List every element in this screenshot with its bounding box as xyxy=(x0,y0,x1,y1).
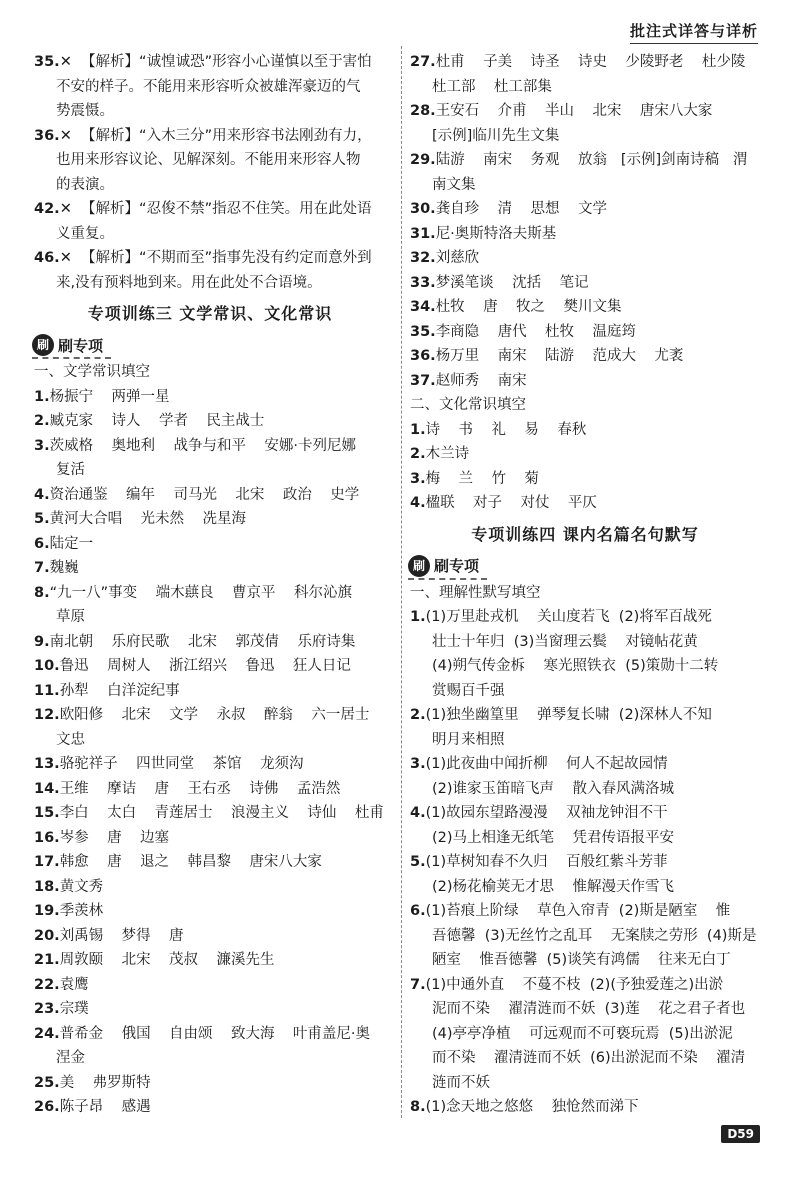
answer-text: 尼·奥斯特洛夫斯基 xyxy=(435,225,557,242)
item-number: 17. xyxy=(34,854,60,870)
answer-text: 梦溪笔谈 沈括 笔记 xyxy=(435,274,589,291)
page-number: D59 xyxy=(721,1125,760,1143)
item-number: 26. xyxy=(34,1099,60,1115)
answer-line xyxy=(34,483,386,508)
item-number: 13. xyxy=(34,756,60,772)
answer-line xyxy=(34,1071,386,1096)
answer-text: 陈子昂 感遇 xyxy=(59,1099,151,1115)
item-number: 31. xyxy=(410,225,436,242)
item-number: 29. xyxy=(410,152,436,168)
item-number: 9. xyxy=(34,633,50,650)
answer-text: 木兰诗 xyxy=(425,446,470,462)
answer-line xyxy=(34,973,386,998)
answer-line xyxy=(34,434,386,459)
item-number: 8. xyxy=(410,1099,426,1115)
answer-line xyxy=(410,997,760,1022)
answer-list-literature xyxy=(34,360,386,1120)
answer-text: (2)谁家玉笛暗飞声 散入春风满洛城 xyxy=(432,780,674,797)
answer-line xyxy=(34,703,386,728)
answer-text: 诗 书 礼 易 春秋 xyxy=(425,421,587,438)
answer-text: 二、文化常识填空 xyxy=(410,397,526,413)
answer-line xyxy=(34,850,386,875)
item-number: 46. xyxy=(34,250,60,266)
answer-text: 季羡林 xyxy=(59,903,104,919)
answer-line xyxy=(34,75,386,100)
brush-badge-3 xyxy=(32,333,111,359)
item-number: 3. xyxy=(34,437,50,454)
answer-text: 刘禹锡 梦得 唐 xyxy=(59,927,184,944)
answer-line xyxy=(410,271,760,296)
answer-text: 而不染 濯清涟而不妖 (6)出淤泥而不染 濯清 xyxy=(432,1050,746,1066)
answer-line xyxy=(34,124,386,149)
item-number: 32. xyxy=(410,250,436,266)
item-number: 11. xyxy=(34,682,60,699)
answer-text: 王安石 介甫 半山 北宋 唐宋八大家 xyxy=(435,103,713,119)
answer-text: 复活 xyxy=(56,462,85,478)
item-number: 7. xyxy=(410,976,426,993)
answer-line xyxy=(410,124,760,149)
answer-text: 赵师秀 南宋 xyxy=(435,372,527,389)
answer-line xyxy=(410,875,760,900)
answer-text: 资治通鉴 编年 司马光 北宋 政治 史学 xyxy=(49,486,360,503)
answer-line xyxy=(410,1046,760,1071)
answer-line xyxy=(410,418,760,443)
answer-line xyxy=(410,948,760,973)
answer-line xyxy=(410,654,760,679)
answer-text: 南北朝 乐府民歌 北宋 郭茂倩 乐府诗集 xyxy=(49,633,356,650)
item-number: 3. xyxy=(410,470,426,487)
column-divider xyxy=(401,46,402,1118)
section-title-4: 专项训练四 课内名篇名句默写 xyxy=(471,524,699,544)
answer-line xyxy=(410,148,760,173)
answer-line xyxy=(410,393,760,418)
answer-line xyxy=(34,507,386,532)
item-number: 23. xyxy=(34,1001,60,1017)
answer-text: ✕ 【解析】“忍俊不禁”指忍不住笑。用在此处语 xyxy=(59,201,372,217)
answer-text: 陋室 惟吾德馨 (5)谈笑有鸿儒 往来无白丁 xyxy=(432,952,731,968)
answer-line xyxy=(34,246,386,271)
answer-line xyxy=(410,973,760,998)
left-column xyxy=(34,50,386,1120)
answer-line xyxy=(410,442,760,467)
item-number: 20. xyxy=(34,927,60,944)
item-number: 2. xyxy=(410,707,426,723)
answer-text: 杜甫 子美 诗圣 诗史 少陵野老 杜少陵 xyxy=(435,54,746,70)
item-number: 28. xyxy=(410,103,436,119)
answer-line xyxy=(34,581,386,606)
item-number: 4. xyxy=(410,805,426,821)
answer-text: 涅金 xyxy=(56,1050,85,1066)
answer-line xyxy=(410,1071,760,1096)
answer-line xyxy=(410,197,760,222)
answer-text: 草原 xyxy=(56,609,85,625)
item-number: 1. xyxy=(410,421,426,438)
item-number: 3. xyxy=(410,756,426,772)
answer-line xyxy=(34,409,386,434)
answer-line xyxy=(34,360,386,385)
answer-line xyxy=(410,246,760,271)
answer-line xyxy=(34,654,386,679)
answer-line xyxy=(34,532,386,557)
answer-text: 泥而不染 濯清涟而不妖 (3)莲 花之君子者也 xyxy=(432,1001,746,1017)
answer-list-idioms xyxy=(34,50,386,295)
answer-text: 楹联 对子 对仗 平仄 xyxy=(425,495,597,511)
item-number: 36. xyxy=(34,127,60,144)
item-number: 34. xyxy=(410,299,436,315)
answer-line xyxy=(410,703,760,728)
item-number: 30. xyxy=(410,201,436,217)
answer-line xyxy=(410,850,760,875)
answer-line xyxy=(34,458,386,483)
answer-line xyxy=(34,899,386,924)
answer-text: 一、文学常识填空 xyxy=(34,364,150,380)
answer-line xyxy=(410,320,760,345)
answer-line xyxy=(410,295,760,320)
item-number: 24. xyxy=(34,1025,60,1042)
answer-text: 岑参 唐 边塞 xyxy=(59,829,170,846)
answer-text: 李白 太白 青莲居士 浪漫主义 诗仙 杜甫 xyxy=(59,805,384,821)
answer-text: 杜牧 唐 牧之 樊川文集 xyxy=(435,299,622,315)
answer-line xyxy=(34,385,386,410)
item-number: 18. xyxy=(34,878,60,895)
answer-text: 美 弗罗斯特 xyxy=(59,1074,151,1091)
item-number: 2. xyxy=(34,413,50,429)
item-number: 8. xyxy=(34,584,50,601)
answer-text: ✕ 【解析】“入木三分”用来形容书法刚劲有力， xyxy=(59,127,372,144)
answer-text: 王维 摩诘 唐 王右丞 诗佛 孟浩然 xyxy=(59,780,341,797)
item-number: 36. xyxy=(410,348,436,364)
answer-line xyxy=(410,924,760,949)
answer-text: 梅 兰 竹 菊 xyxy=(425,470,539,487)
answer-text: 臧克家 诗人 学者 民主战士 xyxy=(49,413,265,429)
answer-line xyxy=(410,222,760,247)
answer-text: 来,没有预料地到来。用在此处不合语境。 xyxy=(56,274,322,291)
answer-line xyxy=(34,173,386,198)
answer-text: 黄文秀 xyxy=(59,878,104,895)
answer-line xyxy=(34,875,386,900)
answer-text: 周敦颐 北宋 茂叔 濂溪先生 xyxy=(59,952,275,968)
answer-line xyxy=(410,99,760,124)
answer-line xyxy=(410,50,760,75)
answer-text: 涟而不妖 xyxy=(432,1074,490,1091)
right-column xyxy=(410,50,760,1120)
answer-text: 魏巍 xyxy=(49,560,79,576)
answer-text: 陆游 南宋 务观 放翁 [示例]剑南诗稿 渭 xyxy=(435,152,748,168)
answer-line xyxy=(410,899,760,924)
answer-text: (4)朔气传金柝 寒光照铁衣 (5)策勋十二转 xyxy=(432,658,719,674)
answer-line xyxy=(34,1046,386,1071)
answer-text: “九一八”事变 端木蕻良 曹京平 科尔沁旗 xyxy=(49,584,352,601)
answer-line xyxy=(34,777,386,802)
answer-line xyxy=(410,679,760,704)
answer-line xyxy=(34,50,386,75)
item-number: 4. xyxy=(410,495,426,511)
item-number: 6. xyxy=(34,535,50,552)
answer-line xyxy=(34,197,386,222)
answer-text: (1)万里赴戎机 关山度若飞 (2)将军百战死 xyxy=(425,609,712,625)
answer-text: 欧阳修 北宋 文学 永叔 醉翁 六一居士 xyxy=(59,707,370,723)
answer-line xyxy=(410,1095,760,1120)
item-number: 33. xyxy=(410,274,436,291)
answer-text: 一、理解性默写填空 xyxy=(410,584,541,601)
answer-line xyxy=(34,997,386,1022)
answer-line xyxy=(34,556,386,581)
answer-text: 骆驼祥子 四世同堂 茶馆 龙须沟 xyxy=(59,756,304,772)
item-number: 6. xyxy=(410,903,426,919)
answer-text: (4)亭亭净植 可远观而不可亵玩焉 (5)出淤泥 xyxy=(432,1025,733,1042)
answer-text: 义重复。 xyxy=(56,225,114,242)
item-number: 12. xyxy=(34,707,60,723)
answer-line xyxy=(410,605,760,630)
answer-text: 陆定一 xyxy=(49,535,94,552)
item-number: 15. xyxy=(34,805,60,821)
item-number: 4. xyxy=(34,486,50,503)
answer-text: 南文集 xyxy=(432,176,476,193)
answer-text: ✕ 【解析】“不期而至”指事先没有约定而意外到 xyxy=(59,250,372,266)
item-number: 27. xyxy=(410,54,436,70)
answer-text: (1)独坐幽篁里 弹琴复长啸 (2)深林人不知 xyxy=(425,707,712,723)
answer-line xyxy=(34,605,386,630)
brush-badge-4 xyxy=(408,554,487,580)
answer-line xyxy=(410,467,760,492)
answer-text: 刘慈欣 xyxy=(435,250,480,266)
answer-text: (1)此夜曲中闻折柳 何人不起故园情 xyxy=(425,756,668,772)
answer-text: 不安的样子。不能用来形容听众被雄浑豪迈的气 xyxy=(56,78,361,95)
answer-line xyxy=(34,1095,386,1120)
item-number: 35. xyxy=(34,54,60,70)
answer-text: 袁鹰 xyxy=(59,976,89,993)
item-number: 14. xyxy=(34,780,60,797)
answer-text: (1)苔痕上阶绿 草色入帘青 (2)斯是陋室 惟 xyxy=(425,903,731,919)
answer-line xyxy=(34,948,386,973)
item-number: 7. xyxy=(34,560,50,576)
answer-text: 也用来形容议论、见解深刻。不能用来形容人物 xyxy=(56,152,361,168)
item-number: 1. xyxy=(410,609,426,625)
answer-line xyxy=(34,679,386,704)
answer-text: 杨万里 南宋 陆游 范成大 尤袤 xyxy=(435,348,684,364)
answer-text: 孙犁 白洋淀纪事 xyxy=(59,682,180,699)
answer-list-recitation xyxy=(410,581,760,1120)
answer-line xyxy=(410,630,760,655)
answer-text: (1)故园东望路漫漫 双袖龙钟泪不干 xyxy=(425,805,668,821)
item-number: 1. xyxy=(34,388,50,405)
item-number: 19. xyxy=(34,903,60,919)
answer-text: 杜工部 杜工部集 xyxy=(432,78,552,95)
answer-line xyxy=(34,728,386,753)
answer-text: 韩愈 唐 退之 韩昌黎 唐宋八大家 xyxy=(59,854,322,870)
answer-line xyxy=(410,173,760,198)
answer-text: [示例]临川先生文集 xyxy=(432,127,560,144)
answer-line xyxy=(410,826,760,851)
answer-line xyxy=(34,1022,386,1047)
item-number: 5. xyxy=(34,511,50,527)
answer-line xyxy=(34,148,386,173)
answer-line xyxy=(410,75,760,100)
answer-text: (1)草树知春不久归 百般红紫斗芳菲 xyxy=(425,854,668,870)
answer-text: ✕ 【解析】“诚惶诚恐”形容小心谨慎以至于害怕 xyxy=(59,54,372,70)
answer-list-culture xyxy=(410,50,760,516)
answer-text: (2)杨花榆荚无才思 惟解漫天作雪飞 xyxy=(432,878,674,895)
item-number: 16. xyxy=(34,829,60,846)
answer-line xyxy=(410,752,760,777)
brush-icon: 刷 xyxy=(408,555,430,577)
answer-line xyxy=(410,777,760,802)
item-number: 5. xyxy=(410,854,426,870)
answer-text: 龚自珍 清 思想 文学 xyxy=(435,201,607,217)
answer-text: 鲁迅 周树人 浙江绍兴 鲁迅 狂人日记 xyxy=(59,658,351,674)
answer-text: 杨振宁 两弹一星 xyxy=(49,388,170,405)
answer-text: 赏赐百千强 xyxy=(432,682,505,699)
item-number: 10. xyxy=(34,658,60,674)
answer-line xyxy=(34,630,386,655)
answer-line xyxy=(34,222,386,247)
answer-line xyxy=(410,344,760,369)
running-header: 批注式详答与详析 xyxy=(630,20,758,44)
item-number: 25. xyxy=(34,1074,60,1091)
answer-line xyxy=(410,728,760,753)
answer-line xyxy=(34,826,386,851)
item-number: 22. xyxy=(34,976,60,993)
answer-text: (1)念天地之悠悠 独怆然而涕下 xyxy=(425,1099,639,1115)
brush-label: 刷专项 xyxy=(434,557,480,575)
answer-text: 宗璞 xyxy=(59,1001,89,1017)
answer-text: 黄河大合唱 光未然 冼星海 xyxy=(49,511,246,527)
answer-text: (2)马上相逢无纸笔 凭君传语报平安 xyxy=(432,829,674,846)
answer-text: 的表演。 xyxy=(56,176,114,193)
answer-text: 势震慑。 xyxy=(56,103,114,119)
answer-text: 明月来相照 xyxy=(432,731,505,748)
answer-line xyxy=(34,752,386,777)
answer-line xyxy=(410,801,760,826)
answer-text: 壮士十年归 (3)当窗理云鬓 对镜帖花黄 xyxy=(432,633,698,650)
item-number: 35. xyxy=(410,323,436,340)
answer-line xyxy=(410,491,760,516)
answer-line xyxy=(410,1022,760,1047)
answer-text: 文忠 xyxy=(56,731,85,748)
answer-text: 李商隐 唐代 杜牧 温庭筠 xyxy=(435,323,636,340)
answer-text: 茨威格 奥地利 战争与和平 安娜·卡列尼娜 xyxy=(49,437,357,454)
item-number: 42. xyxy=(34,201,60,217)
answer-line xyxy=(34,801,386,826)
answer-line xyxy=(34,99,386,124)
answer-line xyxy=(410,369,760,394)
answer-line xyxy=(34,924,386,949)
item-number: 2. xyxy=(410,446,426,462)
answer-text: 吾德馨 (3)无丝竹之乱耳 无案牍之劳形 (4)斯是 xyxy=(432,927,757,944)
answer-text: 普希金 俄国 自由颂 致大海 叶甫盖尼·奥 xyxy=(59,1025,371,1042)
item-number: 21. xyxy=(34,952,60,968)
item-number: 37. xyxy=(410,372,436,389)
brush-label: 刷专项 xyxy=(58,336,104,355)
answer-line xyxy=(34,271,386,296)
section-title-3: 专项训练三 文学常识、文化常识 xyxy=(87,304,333,323)
brush-icon: 刷 xyxy=(32,334,54,356)
answer-text: (1)中通外直 不蔓不枝 (2)(予独爱莲之)出淤 xyxy=(425,976,724,993)
answer-line xyxy=(410,581,760,606)
